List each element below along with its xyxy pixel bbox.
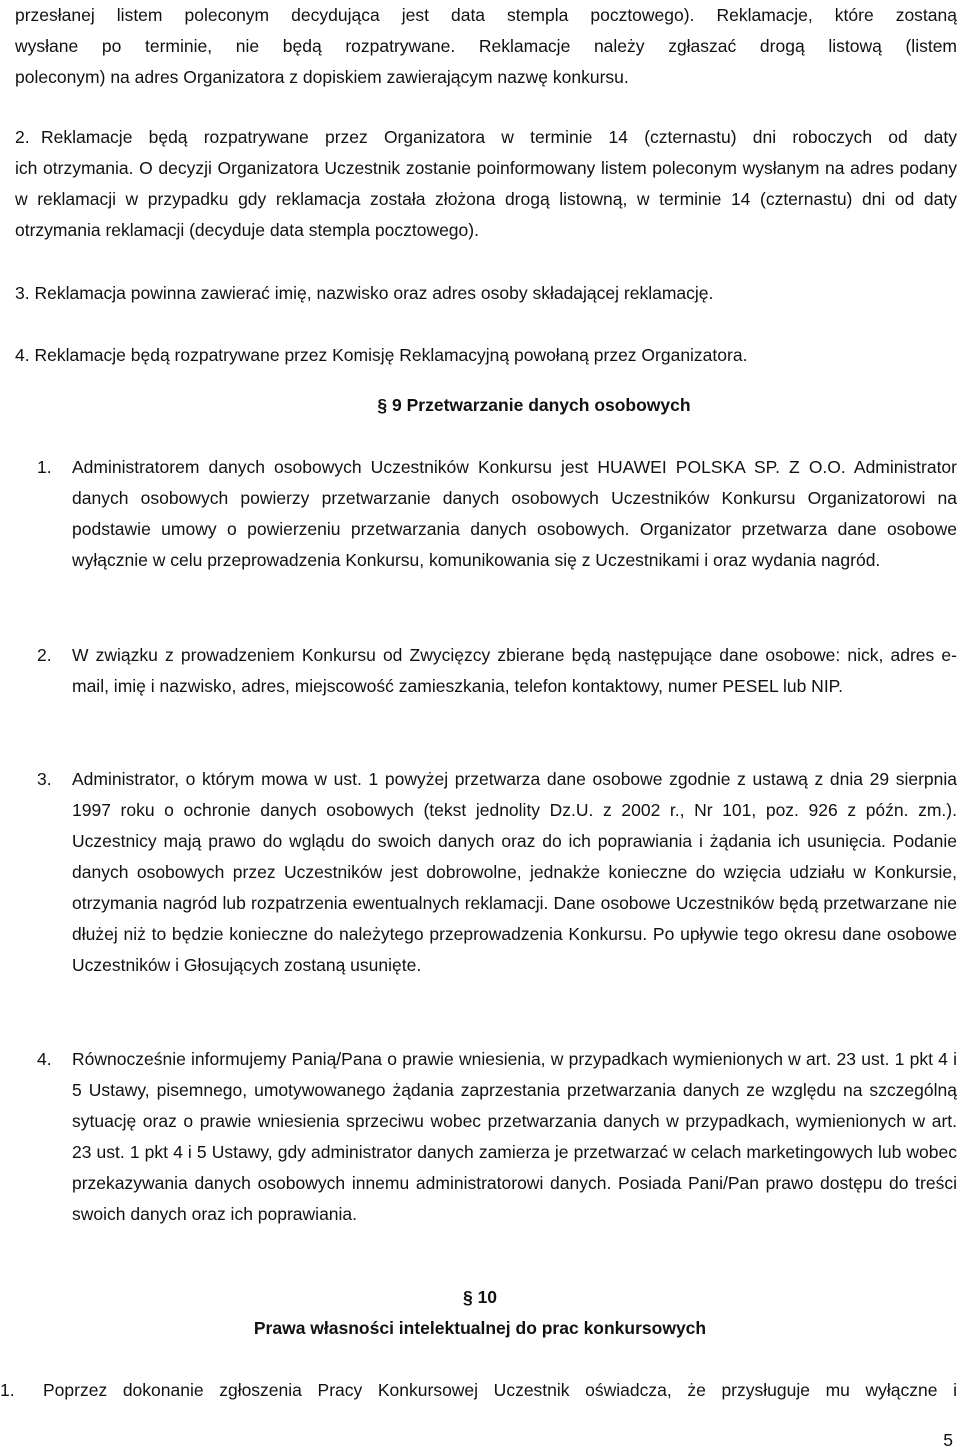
list-item: W związku z prowadzeniem Konkursu od Zwycięzcy zbierane będą następujące dane osobowe: nick, adres e-mail, imię i nazwisko, adres, miejscowość zamieszkania, telefon kontaktowy, numer PESEL lub NIP. [72, 645, 957, 696]
list-item: Administratorem danych osobowych Uczestników Konkursu jest HUAWEI POLSKA SP. Z O.O. Administrator danych osobowych powierzy przetwarzanie danych osobowych Uczestników Konkursu Organizatorowi na podstawie umowy o powierzeniu przetwarzania danych osobowych. Organizator przetwarza dane osobowe wyłącznie w celu przeprowadzenia Konkursu, komunikowania się z Uczestnikami i oraz wydania nagród. [72, 457, 957, 570]
list-number: 1. [37, 457, 52, 477]
list-item: 3. Reklamacja powinna zawierać imię, nazwisko oraz adres osoby składającej reklamację. [15, 283, 714, 303]
section-heading: Prawa własności intelektualnej do prac konkursowych [253, 1318, 707, 1338]
list-item: Administrator, o którym mowa w ust. 1 powyżej przetwarza dane osobowe zgodnie z ustawą z dnia 29 sierpnia 1997 roku o ochronie danych osobowych (tekst jednolity Dz.U. z 2002 r., Nr 101, poz. 926 z późn. zm.). Uczestnicy mają prawo do wglądu do swoich danych oraz do ich poprawiania i żądania ich usunięcia. Podanie danych osobowych przez Uczestników jest dobrowolne, jednakże konieczne do wzięcia udziału w Konkursie, otrzymania nagród lub rozpatrzenia ewentualnych reklamacji. Dane osobowe Uczestników będą przetwarzane nie dłużej niż to będzie konieczne do należytego przeprowadzenia Konkursu. Po upływie tego okresu dane osobowe Uczestników i Głosujących zostaną usunięte. [72, 769, 957, 975]
list-number: 2. [15, 127, 30, 147]
paragraph-line: przesłanej listem poleconym decydująca jest data stempla pocztowego). Reklamacje, które zostaną [15, 5, 957, 25]
list-number: 3. [37, 769, 52, 789]
page-number: 5 [943, 1430, 953, 1450]
list-number: 4. [37, 1049, 52, 1069]
paragraph-line: poleconym) na adres Organizatora z dopiskiem zawierającym nazwę konkursu. [15, 67, 629, 87]
list-number: 1. [0, 1380, 15, 1400]
paragraph: ich otrzymania. O decyzji Organizatora Uczestnik zostanie poinformowany listem poleconym wysłanym na adres podany w reklamacji w przypadku gdy reklamacja została złożona drogą listowną, w terminie 14 (czternastu) dni od daty otrzymania reklamacji (decyduje data stempla pocztowego). [15, 158, 957, 240]
paragraph-line: Poprzez dokonanie zgłoszenia Pracy Konkursowej Uczestnik oświadcza, że przysługuje mu wyłączne i [43, 1380, 957, 1400]
list-number: 2. [37, 645, 52, 665]
list-item: Równocześnie informujemy Panią/Pana o prawie wniesienia, w przypadkach wymienionych w art. 23 ust. 1 pkt 4 i 5 Ustawy, pisemnego, umotywowanego żądania zaprzestania przetwarzania danych ze względu na szczególną sytuację oraz o prawie wniesienia sprzeciwu wobec przetwarzania danych w przypadkach, wymienionych w art. 23 ust. 1 pkt 4 i 5 Ustawy, gdy administrator danych zamierza je przetwarzać w celach marketingowych lub wobec przekazywania danych osobowych innemu administratorowi danych. Posiada Pani/Pan prawo dostępu do treści swoich danych oraz ich poprawiania. [72, 1049, 957, 1224]
paragraph-line: wysłane po terminie, nie będą rozpatrywane. Reklamacje należy zgłaszać drogą listową (listem [15, 36, 957, 56]
paragraph-line: Reklamacje będą rozpatrywane przez Organizatora w terminie 14 (czternastu) dni roboczych od daty [41, 127, 957, 147]
list-item: 4. Reklamacje będą rozpatrywane przez Komisję Reklamacyjną powołaną przez Organizatora. [15, 345, 748, 365]
section-heading: § 9 Przetwarzanie danych osobowych [377, 395, 691, 415]
section-number: § 10 [462, 1287, 498, 1307]
